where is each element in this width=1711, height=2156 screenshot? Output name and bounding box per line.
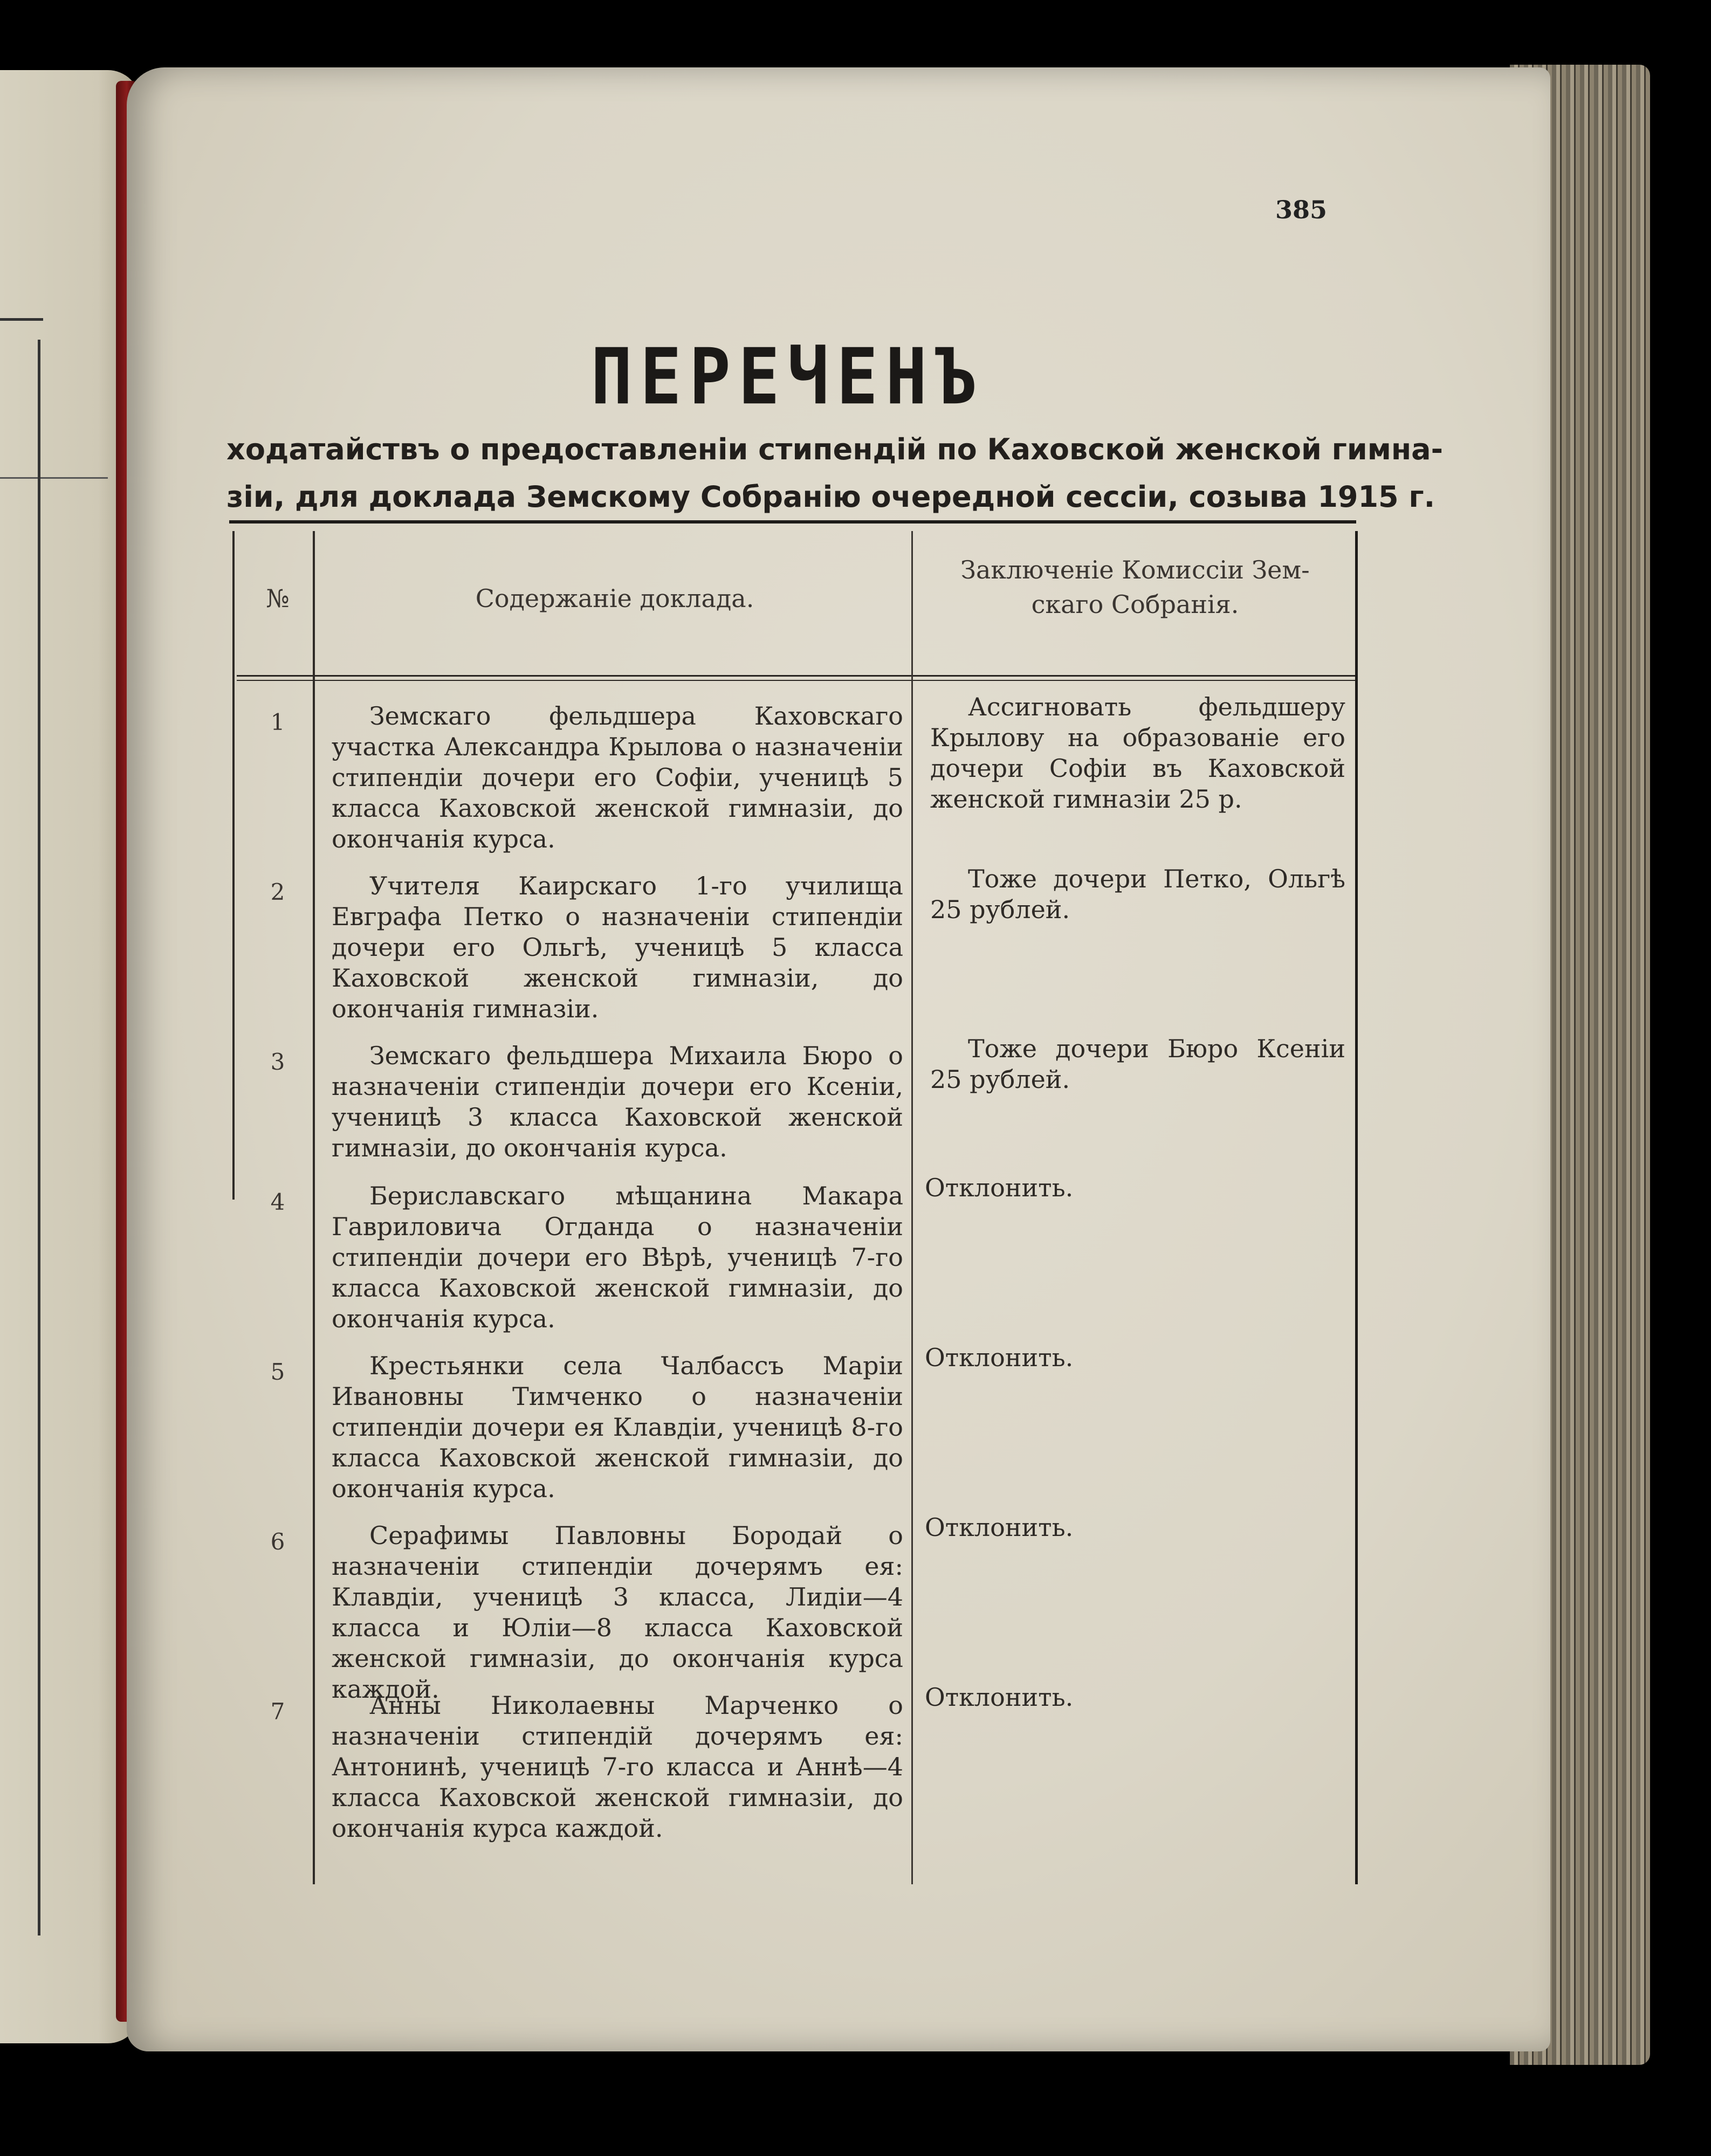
row-number: 5 <box>270 1359 285 1385</box>
header-conclusion-line-1: Заключеніе Комиссіи Зем- <box>960 555 1310 584</box>
row-number: 2 <box>270 879 285 905</box>
table-header-rule <box>237 675 1356 677</box>
table-left-border <box>232 531 235 1200</box>
table-top-rule <box>229 520 1356 523</box>
row-content-text: Анны Николаевны Марченко о назначеніи стипендій дочерямъ ея: Антонинѣ, ученицѣ 7-го класса и Аннѣ—4 класса Каховской женской гимназіи, до окончанія курса каждой. <box>332 1691 903 1843</box>
petitions-table <box>229 520 1356 1895</box>
document-subtitle <box>226 426 1444 521</box>
row-conclusion: Отклонить. <box>925 1513 1074 1542</box>
left-page-rule <box>0 318 43 321</box>
row-number: 4 <box>270 1189 285 1215</box>
subtitle-line-1: ходатайствъ о предоставленіи стипендій по Каховской женской гимна- <box>226 432 1444 466</box>
table-right-border <box>1355 531 1358 1884</box>
table-column-divider <box>313 531 315 1884</box>
row-conclusion: Отклонить. <box>925 1683 1074 1712</box>
row-conclusion: Ассигновать фельдшеру Крылову на образованіе его дочери Софіи въ Каховской женской гимназіи 25 р. <box>930 692 1345 814</box>
row-conclusion: Тоже дочери Петко, Ольгѣ 25 рублей. <box>930 864 1345 924</box>
row-conclusion: Отклонить. <box>925 1343 1074 1372</box>
row-content <box>332 701 903 855</box>
row-number: 6 <box>270 1528 285 1555</box>
row-content-text: Серафимы Павловны Бородай о назначеніи стипендіи дочерямъ ея: Клавдіи, ученицѣ 3 класса, Лидіи—4 класса и Юліи—8 класса Каховской женской гимназіи, до окончанія курса каждой. <box>332 1521 903 1704</box>
header-conclusion <box>919 553 1351 622</box>
row-content <box>332 871 903 1024</box>
row-conclusion: Отклонить. <box>925 1173 1074 1202</box>
row-content <box>332 1690 903 1844</box>
row-content-text: Крестьянки села Чалбассъ Маріи Ивановны Тимченко о назначеніи стипендіи дочери ея Клавдіи, ученицѣ 8-го класса Каховской женской гимназіи, до окончанія курса. <box>332 1351 903 1503</box>
row-content <box>332 1181 903 1334</box>
row-conclusion: Тоже дочери Бюро Ксеніи 25 рублей. <box>930 1034 1345 1094</box>
table-header-rule <box>237 680 1356 681</box>
row-content-text: Земскаго фельдшера Михаила Бюро о назначеніи стипендіи дочери его Ксеніи, ученицѣ 3 класса Каховской женской гимназіи, до окончанія курса. <box>332 1041 903 1162</box>
row-number: 7 <box>270 1698 285 1725</box>
row-content <box>332 1041 903 1163</box>
table-column-divider <box>911 531 913 1884</box>
subtitle-line-2: зіи, для доклада Земскому Собранію очередной сессіи, созыва 1915 г. <box>226 480 1435 514</box>
row-content <box>332 1351 903 1504</box>
left-page-table-line <box>38 340 40 1935</box>
row-content-text: Земскаго фельдшера Каховскаго участка Александра Крылова о назначеніи стипендіи дочери его Софіи, ученицѣ 5 класса Каховской женской гимназіи, до окончанія курса. <box>332 701 903 853</box>
left-page-rule <box>0 477 108 479</box>
row-content <box>332 1520 903 1705</box>
row-content-text: Учителя Каирскаго 1-го училища Евграфа Петко о назначеніи стипендіи дочери его Ольгѣ, ученицѣ 5 класса Каховской женской гимназіи, до окончанія гимназіи. <box>332 871 903 1023</box>
row-number: 1 <box>270 709 285 735</box>
document-heading: ПЕРЕЧЕНЪ <box>590 332 984 422</box>
page-number: 385 <box>1275 195 1328 224</box>
header-content: Содержаніе доклада. <box>475 584 754 613</box>
header-conclusion-line-2: скаго Собранія. <box>1031 590 1239 619</box>
header-number: № <box>266 584 290 613</box>
row-number: 3 <box>270 1049 285 1075</box>
row-content-text: Бериславскаго мѣщанина Макара Гавриловича Огданда о назначеніи стипендіи дочери его Вѣрѣ, ученицѣ 7-го класса Каховской женской гимназіи, до окончанія курса. <box>332 1181 903 1333</box>
